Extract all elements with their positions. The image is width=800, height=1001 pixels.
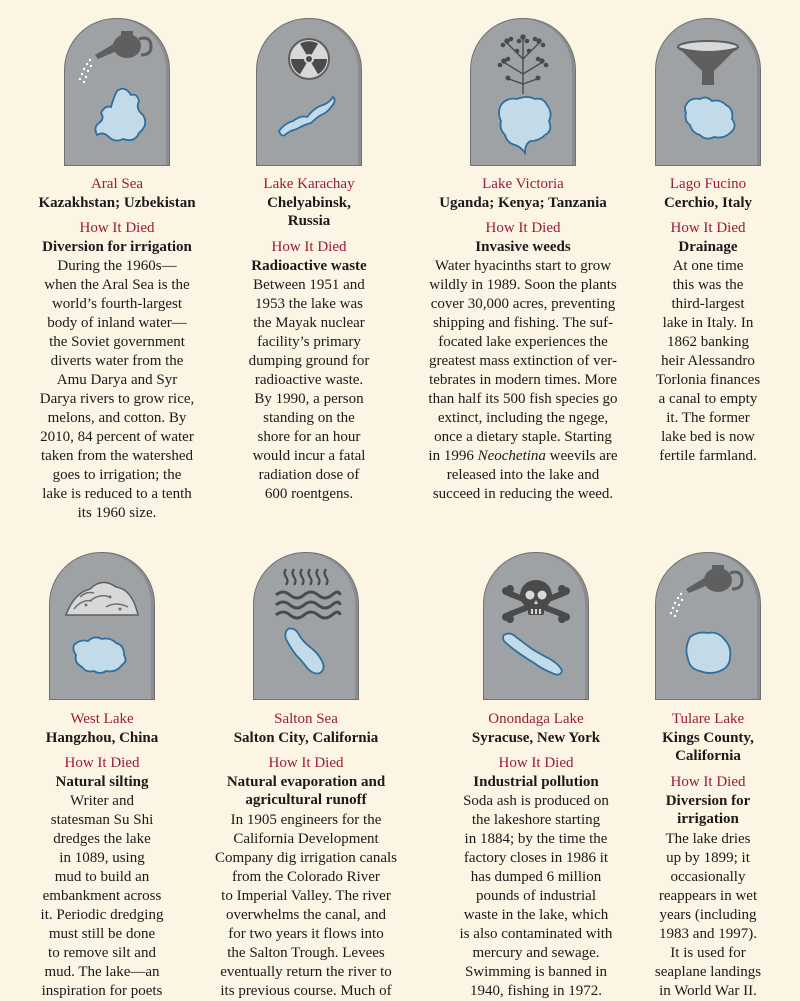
lake-name: Tulare Lake [671,711,745,727]
lake-description: Water hyacinths start to grow wildly in 1989. Soon the plants cover 30,000 acres, preventing shipping and fishing. The suf- focated lake experiences the greatest mass extinction of ver- tebrates in modern times. More than half its 500 fish species go extinct, including the ngege, once a dietary staple. Starting in 1996 Neochetina weevils are released into the lake and succeed in reducing the weed. [428,258,618,502]
tombstone [64,18,170,166]
water-spray [670,593,683,617]
cause-of-death: Radioactive waste [251,258,367,274]
cause-of-death: Diversion for irrigation [665,793,751,827]
cause-of-death: Industrial pollution [473,774,599,790]
cause-of-death: Natural silting [55,774,149,790]
lake-description: Soda ash is produced on the lakeshore starting in 1884; by the time the factory closes in 1986 it has dumped 6 million pounds of industrial waste in the lake, which is also contaminated with mercury and sewage. Swimming is banned in 1940, fishing in 1972. [459,793,613,999]
lake-name: West Lake [70,711,134,727]
lake-name: Lake Victoria [482,176,564,192]
how-it-died-label: How It Died [268,755,344,771]
how-it-died-label: How It Died [485,220,561,236]
how-it-died-label: How It Died [271,239,347,255]
tombstone [253,552,359,700]
lake-description: In 1905 engineers for the California Development Company dig irrigation canals from the Colorado River to Imperial Valley. The river overwhelms the canal, and for two years it flows into the Salton Trough. Levees eventually return the river to its previous course. Much of [214,812,398,999]
lake-outline [279,97,335,136]
weed-plant-icon [498,35,547,94]
tombstone [49,552,155,700]
watering-can-icon [686,565,742,593]
tombstone [655,552,761,700]
tombstone [483,552,589,700]
lake-location: Syracuse, New York [471,730,601,746]
lake-description: During the 1960s— when the Aral Sea is the world’s fourth-largest body of inland water— the Soviet government diverts water from the Amu Darya and Syr Darya rivers to grow rice, melons, and cotton. By 2010, 84 percent of water taken from the watershed goes to irrigation; the lake is reduced to a tenth its 1960 size. [39,258,195,521]
cause-of-death: Diversion for irrigation [42,239,192,255]
lake-description: At one time this was the third-largest lake in Italy. In 1862 banking heir Alessandro Torlonia finances a canal to empty it. The former lake bed is now fertile farmland. [655,258,761,464]
how-it-died-label: How It Died [670,774,746,790]
water-spray [79,59,92,83]
lake-location: Uganda; Kenya; Tanzania [439,195,607,211]
how-it-died-label: How It Died [64,755,140,771]
evaporation-icon [276,569,340,618]
lake-outline [95,89,145,141]
lake-outline [685,97,735,138]
how-it-died-label: How It Died [79,220,155,236]
lake-outline [686,633,730,674]
skull-crossbones-icon [502,580,570,623]
lake-location: Kings County, California [662,730,754,764]
lake-name: Lake Karachay [263,176,355,192]
lake-location: Cerchio, Italy [663,195,753,211]
tombstone [655,18,761,166]
lake-outline [285,629,323,674]
tombstone [256,18,362,166]
lake-outline [499,97,551,153]
lake-description: Between 1951 and 1953 the lake was the Mayak nuclear facility’s primary dumping ground for radioactive waste. By 1990, a person standing on the shore for an hour would incur a fatal radiation dose of 600 roentgens. [248,277,370,502]
cause-of-death: Invasive weeds [475,239,571,255]
lake-location: Salton City, California [233,730,379,746]
lake-location: Chelyabinsk, Russia [267,195,351,229]
lake-description: The lake dries up by 1899; it occasionally reappears in wet years (including 1983 and 1997). It is used for seaplane landings in World War II. [654,831,762,999]
cause-of-death: Drainage [678,239,738,255]
lake-outline [503,633,562,674]
cause-of-death: Natural evaporation and agricultural runoff [226,774,386,808]
funnel-icon [678,41,738,85]
how-it-died-label: How It Died [498,755,574,771]
radiation-icon [289,39,329,79]
lake-name: Onondaga Lake [488,711,584,727]
lake-outline [73,637,125,673]
silt-pile-icon [66,582,138,615]
watering-can-icon [95,31,151,59]
lake-name: Aral Sea [90,176,144,192]
lake-name: Salton Sea [274,711,338,727]
tombstone [470,18,576,166]
lake-description: Writer and statesman Su Shi dredges the lake in 1089, using mud to build an embankment across it. Periodic dredging must still be done to remove silt and mud. The lake—an inspiration for poets [40,793,164,999]
how-it-died-label: How It Died [670,220,746,236]
lake-location: Hangzhou, China [45,730,159,746]
lake-name: Lago Fucino [669,176,747,192]
lake-location: Kazakhstan; Uzbekistan [38,195,196,211]
